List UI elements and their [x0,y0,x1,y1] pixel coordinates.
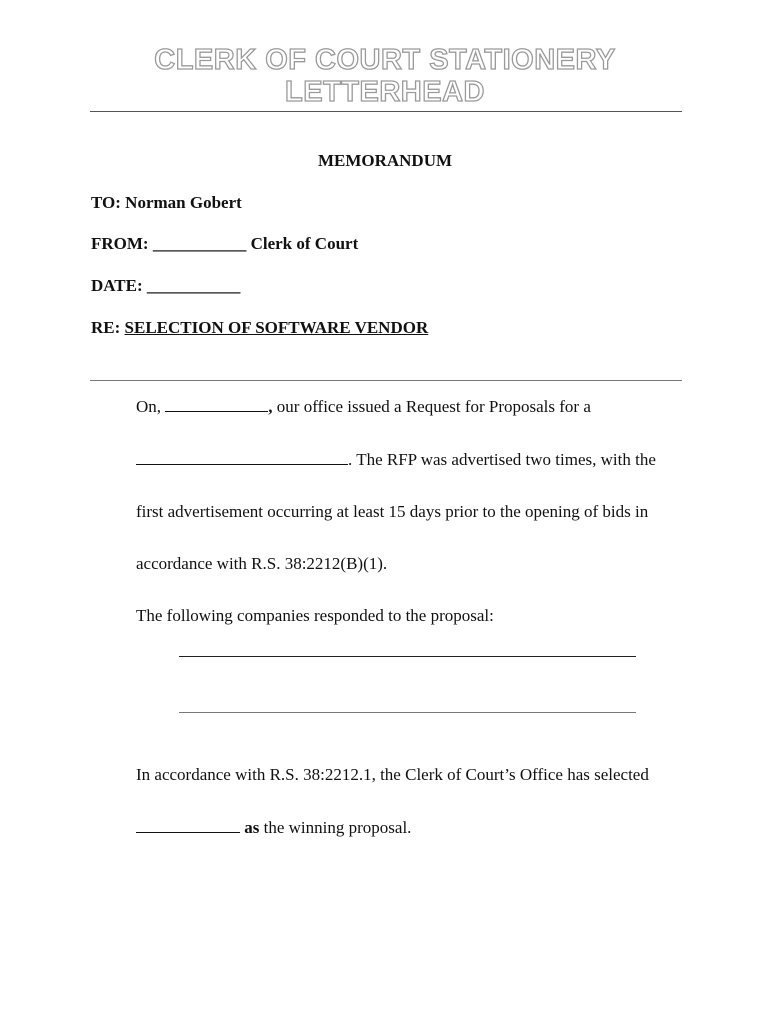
p2-blank [136,450,348,465]
memo-to: TO: Norman Gobert [91,193,242,212]
from-title: Clerk of Court [250,234,359,253]
re-label: RE: [91,318,121,337]
memo-date [91,276,240,296]
memo-from [91,234,358,254]
p7-rest: the winning proposal. [259,818,412,837]
p1-comma: , [268,397,273,416]
from-blank: ___________ [152,234,247,253]
letterhead-line-1: CLERK OF COURT STATIONERY [154,44,616,76]
company-line-2 [179,712,636,713]
header-divider [90,380,682,381]
letterhead [0,44,770,108]
body-line-3: first advertisement occurring at least 15 days prior to the opening of bids in [136,502,649,521]
body-line-6: In accordance with R.S. 38:2212.1, the Clerk of Court’s Office has selected [136,765,649,784]
p1-date-blank [165,397,268,412]
body-line-5: The following companies responded to the proposal: [136,606,494,625]
body-line-1 [136,397,591,417]
letterhead-line-2: LETTERHEAD [285,76,485,108]
memo-re [91,318,428,338]
p2-rest: . The RFP was advertised two times, with the [348,450,656,469]
p7-blank [136,818,240,833]
date-label: DATE: [91,276,143,295]
letterhead-divider [90,111,682,112]
body-line-4: accordance with R.S. 38:2212(B)(1). [136,554,388,573]
company-line-1 [179,656,636,657]
memo-title: MEMORANDUM [317,151,453,170]
p1-start: On, [136,397,162,416]
from-label: FROM: [91,234,149,253]
p7-as: as [244,818,260,837]
re-subject: SELECTION OF SOFTWARE VENDOR [124,318,429,337]
date-blank: ___________ [146,276,241,295]
body-line-2 [136,450,656,470]
body-line-7 [136,818,411,838]
p1-rest: our office issued a Request for Proposals for a [272,397,591,416]
